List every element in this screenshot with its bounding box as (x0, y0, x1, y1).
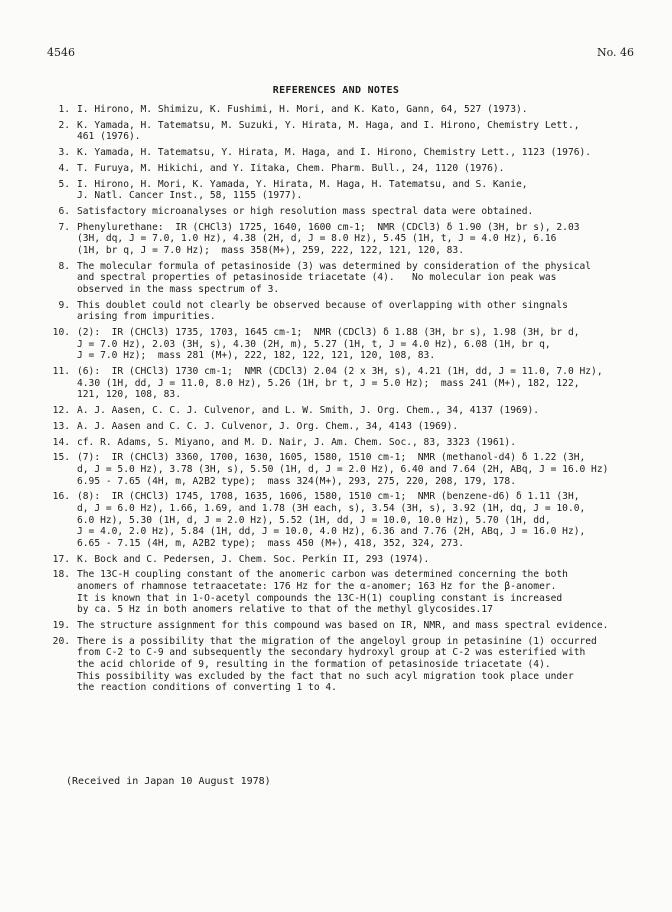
reference-number: 9. (58, 299, 70, 311)
reference-text (77, 366, 648, 401)
reference-line: I. Hirono, M. Shimizu, K. Fushimi, H. Mori, and K. Kato, Gann, 64, 527 (1973). (77, 104, 528, 115)
reference-item (48, 163, 648, 175)
reference-line: 6.0 Hz), 5.30 (1H, d, J = 2.0 Hz), 5.52 (1H, dd, J = 10.0, 10.0 Hz), 5.70 (1H, dd, (77, 514, 551, 526)
reference-number: 7. (58, 221, 70, 233)
reference-item (48, 261, 648, 296)
reference-number: 17. (52, 553, 70, 565)
reference-item (48, 421, 648, 433)
reference-text (77, 163, 648, 175)
reference-item (48, 452, 648, 487)
reference-line: The structure assignment for this compound was based on IR, NMR, and mass spectral evidence. (77, 619, 609, 631)
reference-number: 10. (52, 327, 70, 339)
reference-number: 3. (58, 147, 70, 159)
reference-number: 18. (52, 569, 70, 581)
reference-line: d, J = 6.0 Hz), 1.66, 1.69, and 1.78 (3H each, s), 3.54 (3H, s), 3.92 (1H, dq, J = 10.0, (77, 503, 586, 515)
reference-text (77, 147, 648, 159)
journal-issue-number: No. 46 (597, 46, 635, 59)
reference-line: observed in the mass spectrum of 3. (77, 284, 280, 296)
reference-number: 1. (58, 104, 70, 115)
reference-line: (6): IR (CHCl3) 1730 cm-1; NMR (CDCl3) 2.04 (2 x 3H, s), 4.21 (1H, dd, J = 11.0, 7.0 Hz), (77, 366, 603, 378)
reference-line: This possibility was excluded by the fact that no such acyl migration took place under (77, 670, 574, 682)
reference-text (77, 405, 648, 417)
reference-line: K. Bock and C. Pedersen, J. Chem. Soc. Perkin II, 293 (1974). (77, 553, 430, 565)
reference-number: 2. (58, 119, 70, 131)
reference-line: Phenylurethane: IR (CHCl3) 1725, 1640, 1600 cm-1; NMR (CDCl3) δ 1.90 (3H, br s), 2.03 (77, 221, 580, 233)
reference-text (77, 206, 648, 218)
reference-item (48, 437, 648, 449)
reference-text (77, 222, 648, 257)
reference-number: 15. (52, 452, 70, 464)
reference-line: 461 (1976). (77, 131, 141, 143)
reference-number: 12. (52, 405, 70, 417)
reference-line: There is a possibility that the migration of the angeloyl group in petasinine (1) occurred (77, 635, 597, 647)
reference-line: anomers of rhamnose tetraacetate: 176 Hz for the α-anomer; 163 Hz for the β-anomer. (77, 580, 557, 592)
reference-line: K. Yamada, H. Tatematsu, Y. Hirata, M. Haga, and I. Hirono, Chemistry Lett., 1123 (1976). (77, 147, 592, 159)
reference-line: (2): IR (CHCl3) 1735, 1703, 1645 cm-1; NMR (CDCl3) δ 1.88 (3H, br s), 1.98 (3H, br d, (77, 327, 580, 339)
reference-item (48, 636, 648, 694)
reference-item (48, 569, 648, 615)
reference-line: 121, 120, 108, 83. (77, 389, 181, 401)
reference-list (48, 104, 648, 698)
reference-text (77, 104, 648, 116)
reference-line: J. Natl. Cancer Inst., 58, 1155 (1977). (77, 190, 303, 202)
reference-line: This doublet could not clearly be observed because of overlapping with other singnals (77, 299, 568, 311)
reference-text (77, 554, 648, 566)
reference-text (77, 569, 648, 615)
reference-item (48, 620, 648, 632)
reference-text (77, 636, 648, 694)
page-number: 4546 (47, 46, 75, 59)
reference-line: (8): IR (CHCl3) 1745, 1708, 1635, 1606, 1580, 1510 cm-1; NMR (benzene-d6) δ 1.11 (3H, (77, 491, 580, 503)
reference-text (77, 179, 648, 202)
reference-line: J = 7.0 Hz); mass 281 (M+), 222, 182, 122, 121, 120, 108, 83. (77, 350, 436, 362)
reference-number: 16. (52, 491, 70, 503)
reference-number: 14. (52, 436, 70, 448)
reference-line: 6.95 - 7.65 (4H, m, A2B2 type); mass 324(M+), 293, 275, 220, 208, 179, 178. (77, 475, 516, 487)
reference-text (77, 300, 648, 323)
reference-line: from C-2 to C-9 and subsequently the secondary hydroxyl group at C-2 was esterified with (77, 647, 586, 659)
reference-text (77, 620, 648, 632)
reference-line: and spectral properties of petasinoside triacetate (4). No molecular ion peak was (77, 272, 557, 284)
reference-item (48, 491, 648, 549)
reference-number: 4. (58, 162, 70, 174)
reference-line: Satisfactory microanalyses or high resolution mass spectral data were obtained. (77, 206, 534, 218)
reference-text (77, 452, 648, 487)
reference-text (77, 120, 648, 143)
reference-item (48, 554, 648, 566)
reference-line: It is known that in 1-O-acetyl compounds the 13C-H(1) coupling constant is increased (77, 592, 563, 604)
reference-line: the acid chloride of 9, resulting in the formation of petasinoside triacetate (4). (77, 658, 551, 670)
reference-number: 13. (52, 420, 70, 432)
reference-line: cf. R. Adams, S. Miyano, and M. D. Nair, J. Am. Chem. Soc., 83, 3323 (1961). (77, 436, 516, 448)
reference-text (77, 437, 648, 449)
reference-line: the reaction conditions of converting 1 to 4. (77, 682, 337, 694)
reference-text (77, 491, 648, 549)
reference-number: 11. (52, 366, 70, 378)
reference-line: The 13C-H coupling constant of the anomeric carbon was determined concerning the both (77, 569, 568, 581)
reference-line: by ca. 5 Hz in both anomers relative to that of the methyl glycosides.17 (77, 604, 493, 616)
reference-item (48, 206, 648, 218)
reference-line: I. Hirono, H. Mori, K. Yamada, Y. Hirata, M. Haga, H. Tatematsu, and S. Kanie, (77, 178, 528, 190)
reference-text (77, 421, 648, 433)
reference-line: (7): IR (CHCl3) 3360, 1700, 1630, 1605, 1580, 1510 cm-1; NMR (methanol-d4) δ 1.22 (3H, (77, 452, 586, 464)
reference-line: A. J. Aasen and C. C. J. Culvenor, J. Org. Chem., 34, 4143 (1969). (77, 420, 459, 432)
reference-item (48, 120, 648, 143)
reference-line: 4.30 (1H, dd, J = 11.0, 8.0 Hz), 5.26 (1H, br t, J = 5.0 Hz); mass 241 (M+), 182, 122, (77, 377, 580, 389)
reference-text (77, 327, 648, 362)
reference-line: 6.65 - 7.15 (4H, m, A2B2 type); mass 450 (M+), 418, 352, 324, 273. (77, 537, 464, 549)
reference-number: 19. (52, 619, 70, 631)
reference-item (48, 179, 648, 202)
reference-line: (3H, dq, J = 7.0, 1.0 Hz), 4.38 (2H, d, J = 8.0 Hz), 5.45 (1H, t, J = 4.0 Hz), 6.16 (77, 233, 557, 245)
reference-item (48, 222, 648, 257)
reference-line: J = 4.0, 2.0 Hz), 5.84 (1H, dd, J = 10.0, 4.0 Hz), 6.36 and 7.76 (2H, ABq, J = 16.0 Hz), (77, 526, 586, 538)
reference-line: The molecular formula of petasinoside (3) was determined by consideration of the physical (77, 260, 592, 272)
reference-number: 6. (58, 206, 70, 218)
reference-line: arising from impurities. (77, 311, 216, 323)
reference-line: (1H, br q, J = 7.0 Hz); mass 358(M+), 259, 222, 122, 121, 120, 83. (77, 245, 464, 257)
reference-item (48, 366, 648, 401)
reference-item (48, 405, 648, 417)
reference-number: 5. (58, 178, 70, 190)
reference-line: A. J. Aasen, C. C. J. Culvenor, and L. W. Smith, J. Org. Chem., 34, 4137 (1969). (77, 405, 540, 417)
reference-number: 8. (58, 260, 70, 272)
reference-item (48, 327, 648, 362)
reference-item (48, 300, 648, 323)
reference-line: T. Furuya, M. Hikichi, and Y. Iitaka, Chem. Pharm. Bull., 24, 1120 (1976). (77, 162, 505, 174)
reference-line: d, J = 5.0 Hz), 3.78 (3H, s), 5.50 (1H, d, J = 2.0 Hz), 6.40 and 7.64 (2H, ABq, J = 16.0 Hz) (77, 464, 609, 476)
reference-item (48, 104, 648, 116)
reference-line: J = 7.0 Hz), 2.03 (3H, s), 4.30 (2H, m), 5.27 (1H, t, J = 4.0 Hz), 6.08 (1H, br q, (77, 338, 551, 350)
section-heading: REFERENCES AND NOTES (272, 85, 400, 96)
received-date: (Received in Japan 10 August 1978) (66, 776, 271, 787)
reference-line: K. Yamada, H. Tatematsu, M. Suzuki, Y. Hirata, M. Haga, and I. Hirono, Chemistry Lett., (77, 119, 580, 131)
reference-item (48, 147, 648, 159)
reference-number: 20. (52, 635, 70, 647)
reference-text (77, 261, 648, 296)
